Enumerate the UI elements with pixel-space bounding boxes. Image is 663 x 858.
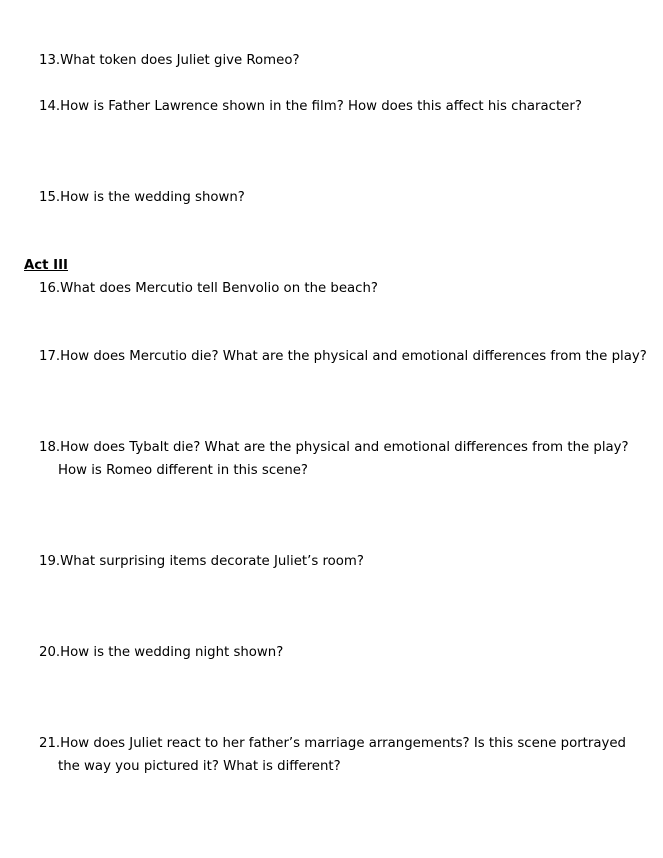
question-number: 21.	[39, 736, 61, 751]
question-14	[39, 95, 649, 118]
question-number: 19.	[39, 554, 61, 569]
section-heading-act-iii: Act III	[24, 258, 69, 273]
question-21	[39, 732, 649, 778]
question-19	[39, 550, 649, 573]
question-15	[39, 186, 649, 209]
question-text: How does Mercutio die? What are the physical and emotional differences from the play?	[60, 349, 647, 364]
question-number: 16.	[39, 281, 61, 296]
question-text: What surprising items decorate Juliet’s room?	[60, 554, 364, 569]
question-text-continued: How is Romeo different in this scene?	[58, 463, 308, 478]
question-16	[39, 277, 649, 300]
question-number: 15.	[39, 190, 61, 205]
question-number: 20.	[39, 645, 61, 660]
question-text: How is the wedding night shown?	[60, 645, 284, 660]
question-text: How is the wedding shown?	[60, 190, 245, 205]
question-text: How does Juliet react to her father’s marriage arrangements? Is this scene portrayed	[60, 736, 626, 751]
question-17	[39, 345, 649, 368]
question-text: How is Father Lawrence shown in the film? How does this affect his character?	[60, 99, 582, 114]
question-number: 17.	[39, 349, 61, 364]
question-20	[39, 641, 649, 664]
question-number: 18.	[39, 440, 61, 455]
question-text: What does Mercutio tell Benvolio on the beach?	[60, 281, 378, 296]
question-text: How does Tybalt die? What are the physical and emotional differences from the play?	[60, 440, 629, 455]
question-number: 13.	[39, 53, 61, 68]
question-18	[39, 436, 649, 482]
question-13	[39, 49, 649, 72]
question-number: 14.	[39, 99, 61, 114]
question-text: What token does Juliet give Romeo?	[60, 53, 300, 68]
question-text-continued: the way you pictured it? What is different?	[58, 759, 341, 774]
